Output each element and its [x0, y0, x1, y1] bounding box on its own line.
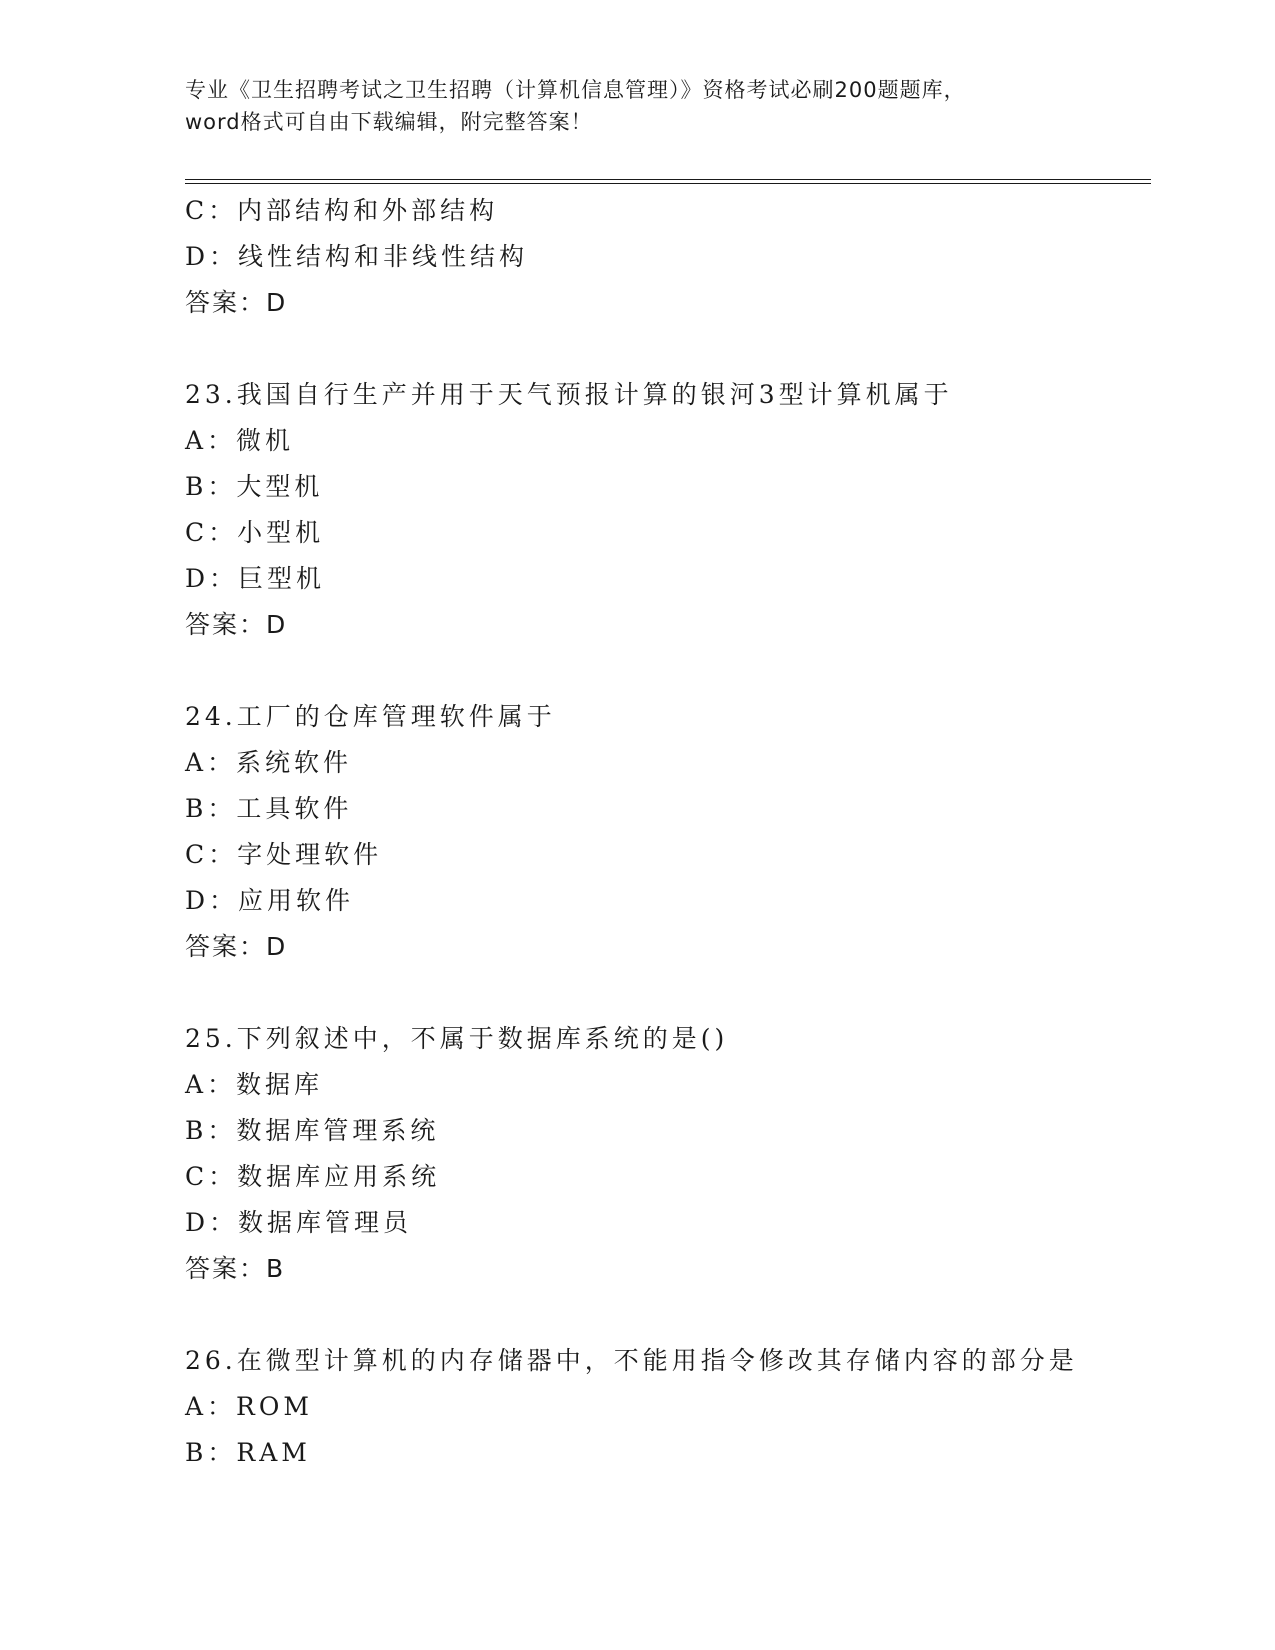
header-divider-bottom — [185, 183, 1151, 184]
option-c: C：字处理软件 — [185, 840, 383, 869]
option-c: C：数据库应用系统 — [185, 1162, 441, 1191]
option-b: B：RAM — [185, 1438, 311, 1467]
answer-line: 答案：D — [185, 610, 288, 639]
spacer — [185, 970, 1185, 1016]
question-stem: 26.在微型计算机的内存储器中，不能用指令修改其存储内容的部分是 — [185, 1346, 1078, 1375]
question-stem: 24.工厂的仓库管理软件属于 — [185, 702, 556, 731]
question-stem: 25.下列叙述中，不属于数据库系统的是() — [185, 1024, 729, 1053]
answer-line: 答案：B — [185, 1254, 286, 1283]
header-divider-top — [185, 179, 1151, 180]
option-a: A：数据库 — [185, 1070, 324, 1099]
option-b: B：工具软件 — [185, 794, 353, 823]
option-a: A：ROM — [185, 1392, 313, 1421]
answer-line: 答案：D — [185, 932, 288, 961]
option-c: C：小型机 — [185, 518, 325, 547]
option-d: D：巨型机 — [185, 564, 326, 593]
header-line-2: word格式可自由下载编辑，附完整答案！ — [185, 110, 593, 134]
question-stem: 23.我国自行生产并用于天气预报计算的银河3型计算机属于 — [185, 380, 953, 409]
option-d: D：数据库管理员 — [185, 1208, 413, 1237]
question-list — [185, 188, 1185, 1476]
spacer — [185, 1292, 1185, 1338]
option-b: B：大型机 — [185, 472, 324, 501]
option-a: A：微机 — [185, 426, 295, 455]
option-c: C：内部结构和外部结构 — [185, 196, 499, 225]
spacer — [185, 326, 1185, 372]
option-a: A：系统软件 — [185, 748, 353, 777]
header-line-1: 专业《卫生招聘考试之卫生招聘（计算机信息管理）》资格考试必刷200题题库， — [185, 78, 966, 102]
option-d: D：应用软件 — [185, 886, 355, 915]
spacer — [185, 648, 1185, 694]
document-header — [185, 74, 1085, 138]
option-b: B：数据库管理系统 — [185, 1116, 440, 1145]
option-d: D：线性结构和非线性结构 — [185, 242, 529, 271]
answer-line: 答案：D — [185, 288, 288, 317]
